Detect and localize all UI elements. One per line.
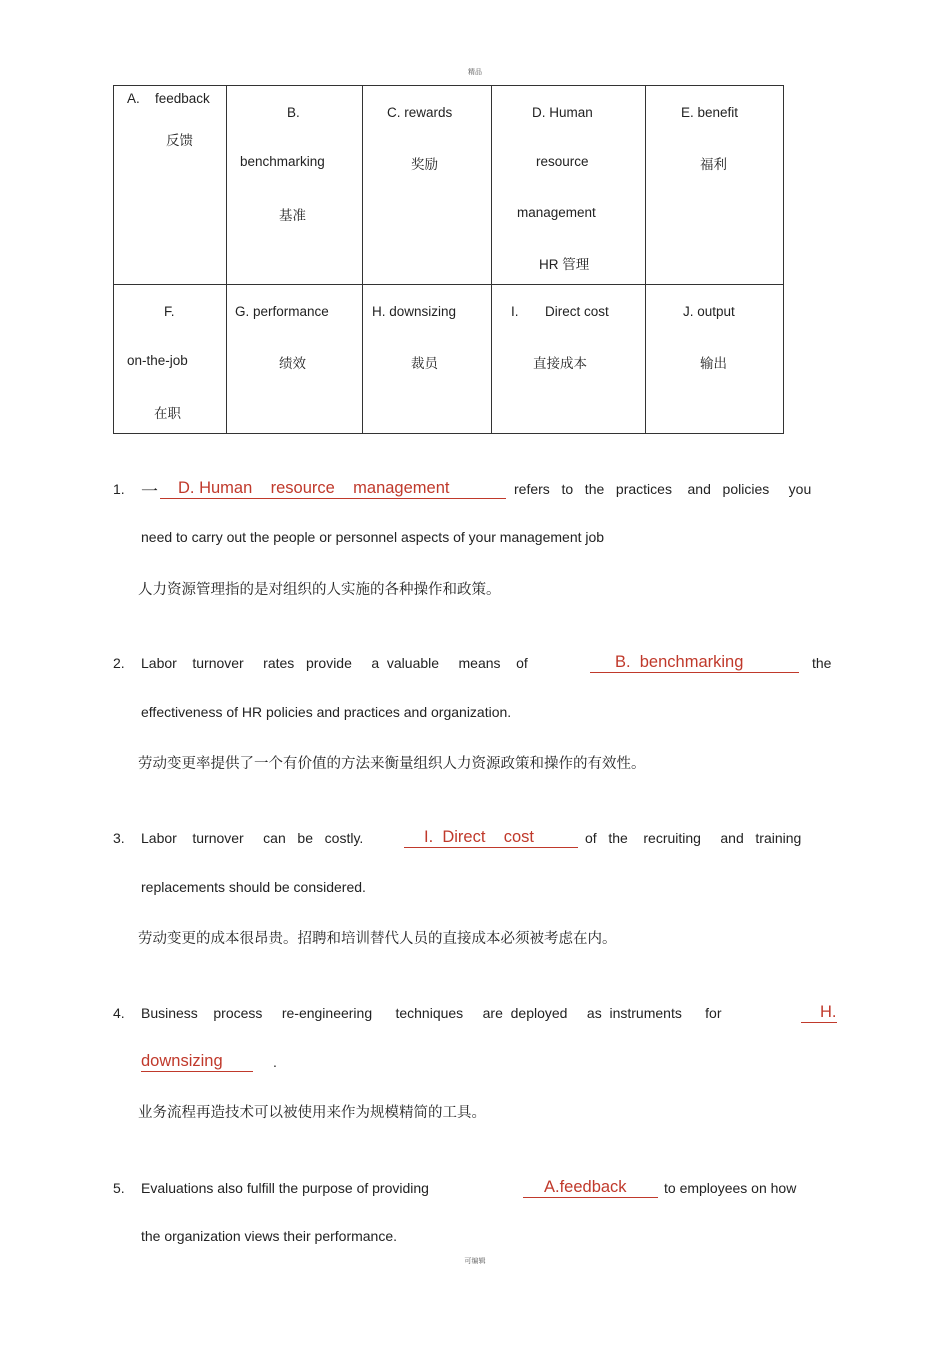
term-en: Direct cost — [545, 304, 609, 319]
chinese-translation: 业务流程再造技术可以被使用来作为规模精简的工具。 — [138, 1105, 486, 1121]
page-footer: 可编辑 — [464, 1258, 486, 1265]
question-text: need to carry out the people or personnel aspects of your management job — [141, 529, 605, 545]
vocab-row-1 — [114, 86, 784, 285]
question-number: 2. — [113, 655, 125, 671]
vocab-cell-e — [646, 86, 784, 285]
term-en: B. — [287, 105, 300, 120]
term-zh: 基准 — [279, 208, 306, 223]
chinese-translation: 人力资源管理指的是对组织的人实施的各种操作和政策。 — [138, 582, 501, 598]
vocab-cell-d — [492, 86, 646, 285]
term-en: J. output — [683, 304, 735, 319]
answer-blank: I. Direct cost — [404, 827, 578, 848]
question-number: 5. — [113, 1180, 125, 1196]
term-en: A. — [127, 91, 140, 106]
answer-blank: A.feedback — [523, 1177, 658, 1198]
term-zh: 输出 — [700, 356, 727, 371]
term-zh: HR 管理 — [539, 257, 590, 272]
vocab-cell-a — [114, 86, 227, 285]
vocab-cell-g — [227, 285, 363, 434]
question-text: . — [273, 1054, 277, 1070]
answer-blank-continued: downsizing — [141, 1051, 253, 1072]
term-en: on-the-job — [127, 353, 188, 368]
question-text: Labor turnover can be costly. — [141, 830, 364, 846]
term-en: resource — [536, 154, 589, 169]
vocab-cell-c — [363, 86, 492, 285]
question-number: 4. — [113, 1005, 125, 1021]
term-zh: 在职 — [154, 406, 181, 421]
question-number: 1. — [113, 481, 125, 497]
question-text: replacements should be considered. — [141, 879, 366, 895]
term-en: C. rewards — [387, 105, 453, 120]
term-en: feedback — [155, 91, 210, 106]
question-text: Business process re-engineering techniques are deployed as instruments for — [141, 1005, 722, 1021]
term-en: E. benefit — [681, 105, 739, 120]
vocab-cell-i — [492, 285, 646, 434]
term-en: F. — [164, 304, 175, 319]
question-text: effectiveness of HR policies and practices and organization. — [141, 704, 512, 720]
question-text: the organization views their performance. — [141, 1228, 398, 1244]
vocab-cell-h — [363, 285, 492, 434]
question-text: the — [812, 655, 832, 671]
vocab-cell-f — [114, 285, 227, 434]
term-en: D. Human — [532, 105, 593, 120]
term-zh: 直接成本 — [533, 356, 587, 371]
answer-blank: B. benchmarking — [590, 652, 799, 673]
vocab-row-2 — [114, 285, 784, 434]
page-header: 精品 — [468, 69, 482, 76]
question-text: of the recruiting and training — [585, 830, 802, 846]
vocab-cell-j — [646, 285, 784, 434]
term-en: management — [517, 205, 596, 220]
term-en: benchmarking — [240, 154, 325, 169]
question-prefix: 一 — [141, 482, 158, 501]
question-text: refers to the practices and policies you — [514, 481, 812, 497]
question-text: Labor turnover rates provide a valuable means of — [141, 655, 528, 671]
term-en: G. performance — [235, 304, 329, 319]
term-zh: 裁员 — [411, 356, 438, 371]
answer-blank: H. — [801, 1002, 837, 1023]
question-text: to employees on how — [664, 1180, 797, 1196]
question-text: Evaluations also fulfill the purpose of providing — [141, 1180, 429, 1196]
chinese-translation: 劳动变更率提供了一个有价值的方法来衡量组织人力资源政策和操作的有效性。 — [138, 756, 646, 772]
term-en: I. — [511, 304, 519, 319]
chinese-translation: 劳动变更的成本很昂贵。招聘和培训替代人员的直接成本必须被考虑在内。 — [138, 931, 617, 947]
term-zh: 福利 — [700, 157, 727, 172]
vocab-cell-b — [227, 86, 363, 285]
question-number: 3. — [113, 830, 125, 846]
term-zh: 绩效 — [279, 356, 306, 371]
answer-blank: D. Human resource management — [160, 478, 506, 499]
term-en: H. downsizing — [372, 304, 457, 319]
term-zh: 奖励 — [411, 157, 438, 172]
term-zh: 反馈 — [166, 133, 193, 148]
vocabulary-table — [113, 85, 784, 434]
